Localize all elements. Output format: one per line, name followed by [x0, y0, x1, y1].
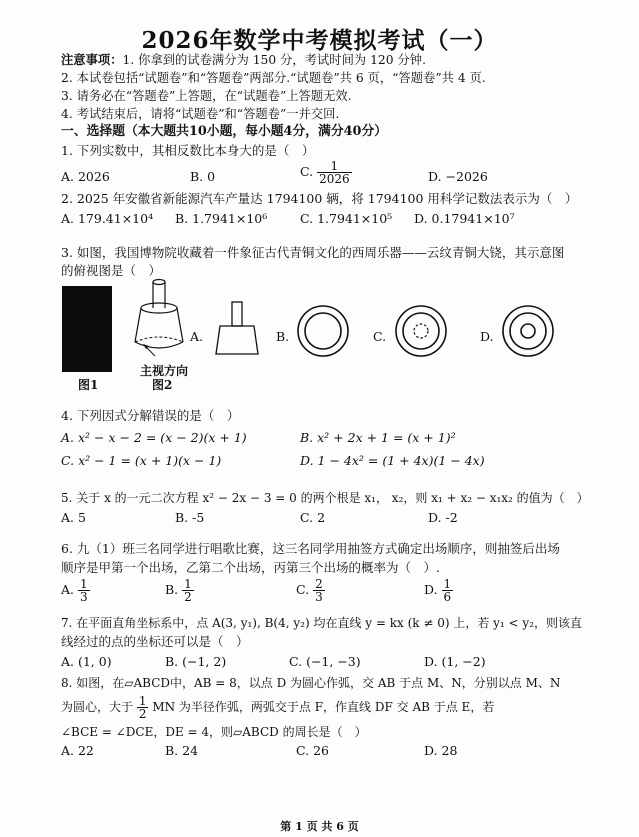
q6-c-numerator: 2	[315, 577, 323, 591]
q1-option-c-label: C.	[300, 164, 314, 179]
q7-option-b: B. (−1, 2)	[165, 654, 227, 669]
q6-option-d	[424, 578, 453, 603]
q8-stem2-post: MN 为半径作弧，两弧交于点 F，作直线 DF 交 AB 于点 E，若	[152, 700, 495, 714]
q8-stem2-pre: 为圆心，大于	[61, 700, 134, 714]
q2-option-d: D. 0.17941×10⁷	[414, 211, 515, 226]
q6-a-denominator: 3	[80, 590, 88, 604]
q1-c-numerator: 1	[317, 160, 352, 173]
q6-option-a	[61, 578, 90, 603]
q3-stem-line1: 3. 如图，我国博物院收藏着一件象征古代青铜文化的西周乐器——云纹青铜大铙，其示意图	[61, 245, 565, 260]
q6-stem-line1: 6. 九（1）班三名同学进行唱歌比赛，这三名同学用抽签方式确定出场顺序，则抽签后出场	[61, 541, 560, 556]
q1-c-denominator: 2026	[319, 172, 350, 186]
q8-option-a: A. 22	[61, 743, 94, 758]
q1-option-b: B. 0	[190, 169, 216, 184]
q6-a-numerator: 1	[80, 577, 88, 591]
q7-stem-line1: 7. 在平面直角坐标系中，点 A(3, y₁), B(4, y₂) 均在直线 y = kx (k ≠ 0) 上，若 y₁ < y₂，则该直	[61, 616, 583, 630]
q5-option-b: B. -5	[175, 510, 205, 525]
q5-option-a: A. 5	[61, 510, 86, 525]
q8-option-c: C. 26	[296, 743, 329, 758]
q2-option-b: B. 1.7941×10⁶	[175, 211, 268, 226]
q6-option-a-fraction	[78, 578, 90, 603]
q5-stem: 5. 关于 x 的一元二次方程 x² − 2x − 3 = 0 的两个根是 x₁， x₂，则 x₁ + x₂ − x₁x₂ 的值为（ ）	[61, 491, 589, 505]
note-4: 4. 考试结束后，请将“试题卷”和“答题卷”一并交回.	[61, 107, 340, 121]
q8-stem2-denominator: 2	[138, 707, 147, 721]
q6-option-c-fraction	[313, 578, 325, 603]
q7-option-c: C. (−1, −3)	[289, 654, 361, 669]
q1-option-a: A. 2026	[61, 169, 110, 184]
q8-stem2-numerator: 1	[138, 694, 147, 708]
q3-option-c-label: C.	[373, 329, 387, 344]
q5-option-d: D. -2	[428, 510, 458, 525]
q6-d-denominator: 6	[443, 590, 452, 604]
q8-stem-line3: ∠BCE = ∠DCE，DE = 4，则▱ABCD 的周长是（ ）	[61, 725, 367, 739]
q4-stem: 4. 下列因式分解错误的是（ ）	[61, 408, 240, 423]
figure-2-drawing	[125, 276, 195, 364]
q4-option-a: A. x² − x − 2 = (x − 2)(x + 1)	[61, 430, 247, 445]
figure-1-image	[62, 286, 112, 372]
q7-option-a: A. (1, 0)	[61, 654, 112, 669]
q6-option-b-label: B.	[165, 582, 179, 597]
q6-option-a-label: A.	[61, 582, 75, 597]
q4-option-d: D. 1 − 4x² = (1 + 4x)(1 − 4x)	[300, 453, 485, 468]
q6-option-b-fraction	[182, 578, 194, 603]
q8-stem2-fraction	[137, 695, 149, 720]
q3-option-a-label: A.	[190, 329, 204, 344]
note-3: 3. 请务必在“答题卷”上答题，在“试题卷”上答题无效.	[61, 89, 352, 103]
q2-stem: 2. 2025 年安徽省新能源汽车产量达 1794100 辆，将 1794100 用科学记数法表示为（ ）	[61, 191, 578, 206]
q3-stem-line2: 的俯视图是（ ）	[61, 263, 162, 278]
q8-stem-line2	[61, 695, 494, 720]
page-footer: 第 1 页 共 6 页	[280, 820, 359, 833]
q7-stem-line2: 线经过的点的坐标还可以是（ ）	[61, 634, 249, 649]
figure-2-caption: 图2	[152, 378, 173, 392]
q2-option-a: A. 179.41×10⁴	[61, 211, 154, 226]
q5-option-c: C. 2	[300, 510, 326, 525]
figure-1-caption: 图1	[78, 378, 99, 392]
notes-line-1	[61, 52, 426, 68]
q4-option-c: C. x² − 1 = (x + 1)(x − 1)	[61, 453, 222, 468]
q6-b-denominator: 2	[184, 590, 192, 604]
q6-option-c-label: C.	[296, 582, 310, 597]
q1-option-d: D. −2026	[428, 169, 488, 184]
q6-stem-line2: 顺序是甲第一个出场，乙第二个出场，丙第三个出场的概率为（ ）.	[61, 560, 440, 575]
notes-label: 注意事项：	[61, 52, 123, 67]
section-heading: 一、选择题（本大题共10小题，每小题4分，满分40分）	[61, 124, 388, 139]
q1-stem: 1. 下列实数中，其相反数比本身大的是（ ）	[61, 143, 315, 158]
q8-option-d: D. 28	[424, 743, 458, 758]
q8-option-b: B. 24	[165, 743, 199, 758]
q6-option-d-label: D.	[424, 582, 438, 597]
q1-option-c	[300, 160, 352, 185]
exam-title: 2026年数学中考模拟考试（一）	[141, 27, 498, 54]
note-2: 2. 本试卷包括“试题卷”和“答题卷”两部分.“试题卷”共 6 页，“答题卷”共 4 页.	[61, 71, 486, 85]
q7-option-d: D. (1, −2)	[424, 654, 486, 669]
q3-option-c-drawing	[393, 303, 449, 359]
q6-b-numerator: 1	[184, 577, 192, 591]
q6-option-d-fraction	[442, 578, 454, 603]
q6-option-c	[296, 578, 325, 603]
q6-c-denominator: 3	[315, 590, 323, 604]
q6-d-numerator: 1	[443, 577, 452, 591]
q3-option-b-label: B.	[276, 329, 290, 344]
q2-option-c: C. 1.7941×10⁵	[300, 211, 393, 226]
q4-option-b: B. x² + 2x + 1 = (x + 1)²	[300, 430, 456, 445]
q3-option-d-label: D.	[480, 329, 494, 344]
view-direction-label: 主视方向	[140, 364, 189, 378]
q3-option-a-drawing	[210, 298, 266, 358]
note-1: 1. 你拿到的试卷满分为 150 分，考试时间为 120 分钟.	[122, 53, 426, 67]
q3-option-b-drawing	[295, 303, 351, 359]
q3-option-d-drawing	[500, 303, 556, 359]
q1-option-c-fraction	[317, 160, 352, 185]
q6-option-b	[165, 578, 194, 603]
q8-stem-line1: 8. 如图，在▱ABCD中，AB = 8，以点 D 为圆心作弧，交 AB 于点 M、N，分别以点 M、N	[61, 676, 561, 690]
